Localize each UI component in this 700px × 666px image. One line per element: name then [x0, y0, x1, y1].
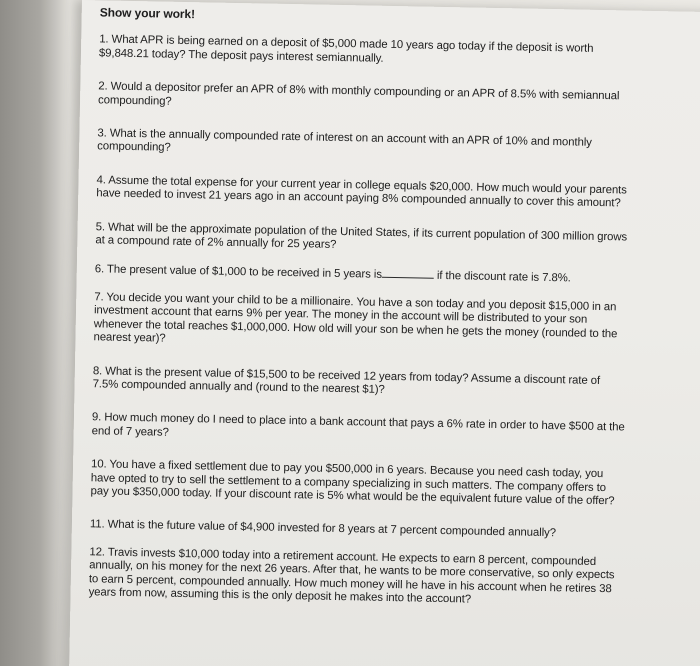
worksheet-page [69, 0, 700, 666]
question-4: 4. Assume the total expense for your current year in college equals $20,000. How much would your parents have needed to invest 21 years ago in an account paying 8% compounded annually to cover this amount? [96, 174, 627, 210]
question-3: 3. What is the annually compounded rate of interest on an account with an APR of 10% and monthly compounding? [97, 127, 592, 155]
question-10: 10. You have a fixed settlement due to pay you $500,000 in 6 years. Because you need cash today, you have opted to try to sell the settlement to a company specializing in such matters. The company offers to pay you $350,000 today. If your discount rate is 5% what would be the equivalent future value of the offer? [90, 458, 615, 508]
question-7: 7. You decide you want your child to be a millionaire. You have a son today and you deposit $15,000 in an investment account that earns 9% per year. The money in the account will be distributed to your son whenever the total reaches $1,000,000. How old will your son be when he gets the money (rounded to the nearest year)? [93, 291, 618, 345]
question-6 [95, 262, 630, 288]
question-12: 12. Travis invests $10,000 today into a retirement account. He expects to earn 8 percent, compounded annually, on his money for the next 26 years. After that, he wants to be more conservative, so only expects to earn 5 percent, compounded annually. How much money will he have in his account when he retires 38 years from now, assuming this is the only deposit he makes into the account? [88, 545, 615, 606]
question-1: 1. What APR is being earned on a deposit of $5,000 made 10 years ago today if the deposit is worth $9,848.21 today? The deposit pays interest semiannually. [98, 33, 594, 65]
question-5: 5. What will be the approximate population of the United States, if its current population of 300 million grows at a compound rate of 2% annually for 25 years? [95, 220, 628, 251]
answer-blank [382, 267, 434, 279]
question-11: 11. What is the future value of $4,900 invested for 8 years at 7 percent compounded annually? [89, 518, 557, 540]
question-8: 8. What is the present value of $15,500 to be received 12 years from today? Assume a discount rate of 7.5% compounded annually and (round to the nearest $1)? [92, 364, 601, 396]
question-6-text-after: if the discount rate is 7.8%. [436, 270, 571, 285]
question-6-text-before: 6. The present value of $1,000 to be received in 5 years is [94, 263, 382, 282]
question-9: 9. How much money do I need to place into a bank account that pays a 6% rate in order to have $500 at the end of 7 years? [91, 411, 625, 439]
worksheet-heading: Show your work! [99, 5, 196, 22]
question-2: 2. Would a depositor prefer an APR of 8% with monthly compounding or an APR of 8.5% with semiannual compounding? [97, 80, 620, 108]
worksheet-content [88, 6, 635, 630]
